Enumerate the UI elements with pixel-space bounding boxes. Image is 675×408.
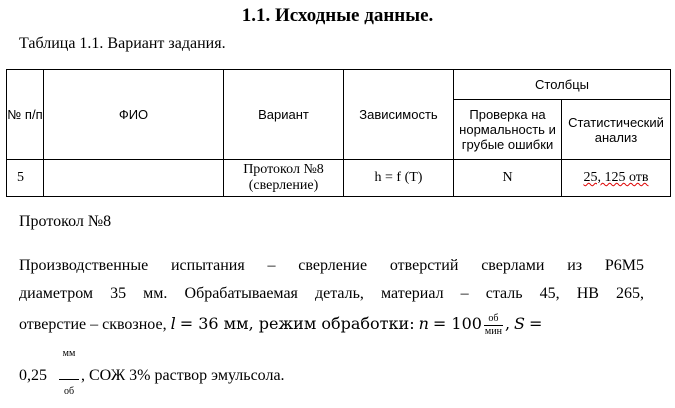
protocol-line-3: отверстие – сквозное, l = 36 мм, режим обработки: n = 100 $\frac{об}{\text{мин}}$ , S = — [19, 312, 543, 337]
feed-symbol: S — [514, 314, 526, 333]
protocol-line-2: диаметром 35 мм. Обрабатываемая деталь, материал – сталь 45, НВ 265, — [19, 285, 644, 302]
feed-unit-denominator: об — [63, 386, 75, 397]
speed-symbol: n — [418, 314, 429, 333]
speed-unit-fraction — [484, 313, 503, 338]
header-variant: Вариант — [258, 107, 309, 122]
row-number: 5 — [17, 170, 24, 185]
stat-analysis-value: 25, 125 отв — [583, 170, 649, 185]
protocol-title: Протокол №8 — [19, 213, 112, 230]
length-symbol: l — [170, 314, 176, 333]
protocol-line-4-rest: , СОЖ 3% раствор эмульсола. — [81, 367, 285, 384]
row-normality-check: N — [502, 170, 513, 185]
header-number: № п/п — [7, 107, 43, 122]
speed-unit-numerator: об — [484, 313, 503, 326]
header-columns-group: Столбцы — [535, 77, 589, 92]
table-caption: Таблица 1.1. Вариант задания. — [19, 35, 226, 52]
feed-equals: = — [529, 314, 543, 333]
feed-value: 0,25 — [19, 367, 47, 384]
header-normality-check: Проверка на нормальность и грубые ошибки — [459, 107, 556, 152]
row-fio — [44, 160, 223, 196]
feed-unit-numerator: мм — [62, 348, 76, 359]
protocol-line-3-text: отверстие – сквозное, — [19, 316, 167, 333]
feed-fraction-bar — [59, 379, 79, 380]
row-dependency: h = f (T) — [374, 170, 423, 185]
protocol-line-1: Производственные испытания – сверление отверстий сверлами из Р6М5 — [19, 257, 644, 274]
length-value: = 36 мм, режим обработки: — [179, 314, 415, 333]
speed-unit-denominator: мин — [484, 325, 502, 337]
table-border-right — [670, 69, 671, 197]
row-stat-analysis — [562, 160, 670, 196]
speed-value: = 100 — [432, 314, 482, 333]
header-fio: ФИО — [118, 107, 149, 122]
header-dependency: Зависимость — [359, 107, 438, 122]
header-stat-analysis: Статистический анализ — [568, 114, 664, 145]
page-heading: 1.1. Исходные данные. — [241, 5, 434, 26]
table-border-bottom — [6, 196, 671, 197]
row-variant: Протокол №8 (сверление) — [243, 162, 324, 193]
